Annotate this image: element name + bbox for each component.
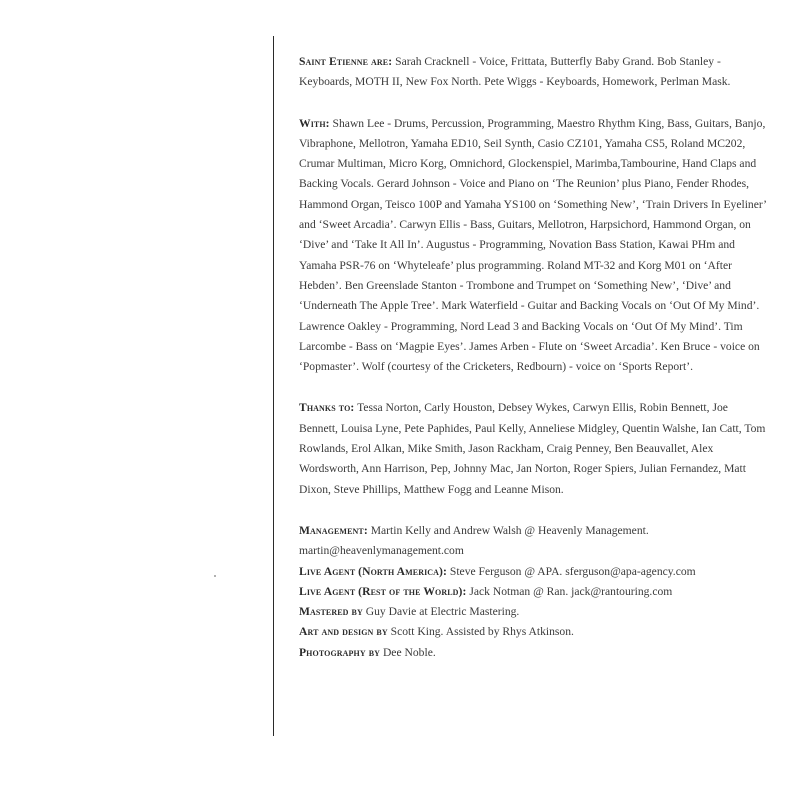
with-text: Shawn Lee - Drums, Percussion, Programming, Maestro Rhythm King, Bass, Guitars, Banjo, Vibraphone, Mellotron, Yamaha ED10, Seil Synth, Casio CZ101, Yamaha CS5, Roland MC202, Crumar Multiman, Micro Korg, Omnichord, Glockenspiel, Marimba,Tambourine, Hand Claps and Backing Vocals. Gerard Johnson - Voice and Piano on ‘The Reunion’ plus Piano, Fender Rhodes, Hammond Organ, Teisco 100P and Yamaha YS100 on ‘Something New’, ‘Train Drivers In Eyeliner’ and ‘Sweet Arcadia’. Carwyn Ellis - Bass, Guitars, Mellotron, Harpsichord, Hammond Organ, on ‘Dive’ and ‘Take It All In’. Augustus - Programming, Novation Bass Station, Kawai PHm and Yamaha PSR-76 on ‘Whyteleafe’ plus programming. Roland MT-32 and Korg M01 on ‘After Hebden’. Ben Greenslade Stanton - Trombone and Trumpet on ‘Something New’, ‘Dive’ and ‘Underneath The Apple Tree’. Mark Waterfield - Guitar and Backing Vocals on ‘Out Of My Mind’. Lawrence Oakley - Programming, Nord Lead 3 and Backing Vocals on ‘Out Of My Mind’. Tim Larcombe - Bass on ‘Magpie Eyes’. James Arben - Flute on ‘Sweet Arcadia’. Ken Bruce - voice on ‘Popmaster’. Wolf (courtesy of the Cricketers, Redbourn) - voice on ‘Sports Report’. [299, 116, 767, 374]
live-agent-na-label: Live Agent [299, 564, 356, 578]
spacer [299, 377, 769, 398]
live-agent-na-region: (North America): [358, 564, 447, 578]
credits-column [299, 52, 769, 663]
art-text: Scott King. Assisted by Rhys Atkinson. [390, 625, 574, 639]
mastered-line [299, 602, 769, 622]
live-agent-na-line [299, 562, 769, 582]
photography-text: Dee Noble. [382, 645, 436, 659]
management-label: Management: [299, 523, 368, 537]
art-line [299, 622, 769, 642]
photography-line [299, 643, 769, 663]
management-paragraph [299, 521, 769, 562]
with-paragraph [299, 114, 769, 378]
with-label: With: [299, 116, 330, 130]
band-members-label: Saint Etienne are: [299, 55, 393, 68]
live-agent-row-text: Jack Notman @ Ran. jack@rantouring.com [469, 584, 673, 598]
live-agent-na-text: Steve Ferguson @ APA. sferguson@apa-agency.com [449, 564, 696, 578]
management-text: Martin Kelly and Andrew Walsh @ Heavenly Management. [370, 523, 649, 537]
management-email: martin@heavenlymanagement.com [299, 544, 464, 558]
live-agent-row-line [299, 582, 769, 602]
thanks-text: Tessa Norton, Carly Houston, Debsey Wykes, Carwyn Ellis, Robin Bennett, Joe Bennett, Louisa Lyne, Pete Paphides, Paul Kelly, Anneliese Midgley, Quentin Walshe, Ian Catt, Tom Rowlands, Erol Alkan, Mike Smith, Jason Rackham, Craig Penney, Ben Beauvallet, Alex Wordsworth, Ann Harrison, Pep, Johnny Mac, Jan Norton, Roger Spiers, Julian Fernandez, Matt Dixon, Steve Phillips, Matthew Fogg and Leanne Mison. [299, 401, 766, 496]
live-agent-row-label: Live Agent [299, 584, 356, 598]
band-members-paragraph [299, 52, 769, 93]
page-fold-line [273, 36, 274, 736]
thanks-label: Thanks to: [299, 401, 355, 415]
live-agent-row-region: (Rest of the World): [358, 584, 467, 598]
thanks-paragraph [299, 398, 769, 499]
spacer [299, 93, 769, 114]
photography-label: Photography by [299, 645, 381, 659]
spacer [299, 500, 769, 521]
band-members-text: Sarah Cracknell - Voice, Frittata, Butterfly Baby Grand. Bob Stanley - Keyboards, MOTH II, New Fox North. Pete Wiggs - Keyboards, Homework, Perlman Mask. [299, 55, 731, 89]
mastered-label: Mastered by [299, 605, 363, 619]
mastered-text: Guy Davie at Electric Mastering. [365, 605, 520, 619]
paper-speck [214, 575, 216, 577]
art-label: Art and design by [299, 625, 388, 639]
